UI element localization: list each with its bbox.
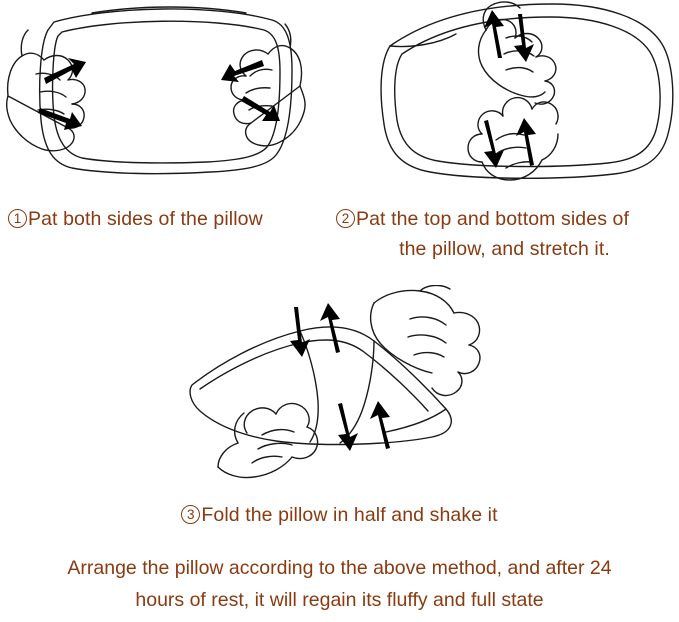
step-2-caption-line1: Pat the top and bottom sides of	[356, 208, 630, 230]
footer-note	[6, 552, 673, 616]
step-2-number: 2	[336, 209, 355, 228]
footer-line-1: Arrange the pillow according to the above method, and after 24	[67, 557, 612, 579]
footer-line-2: hours of rest, it will regain its fluffy and full state	[135, 589, 544, 611]
pillow-fold-shake-illustration	[160, 285, 530, 485]
step-1-caption-text: Pat both sides of the pillow	[28, 208, 263, 230]
step-1-caption	[0, 204, 330, 234]
step-2-caption	[336, 204, 679, 264]
pillow-pat-top-bottom-illustration	[346, 0, 679, 190]
step-3-number: 3	[181, 505, 200, 524]
step-3-caption-text: Fold the pillow in half and shake it	[201, 504, 498, 526]
step-2-caption-line2: the pillow, and stretch it.	[399, 238, 610, 260]
step-1-number: 1	[8, 209, 27, 228]
pillow-pat-both-sides-illustration	[0, 0, 330, 185]
step-3-caption	[0, 500, 679, 530]
